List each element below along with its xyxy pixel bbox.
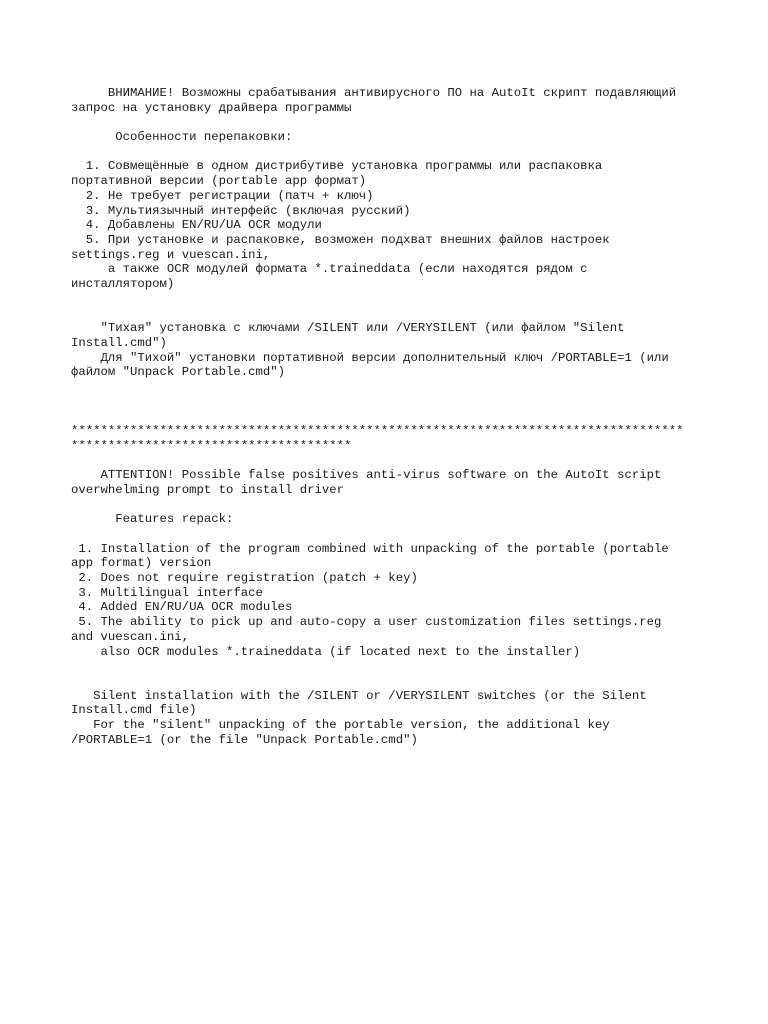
blank-line [71, 145, 721, 160]
text-line: портативной версии (portable app формат) [71, 174, 367, 189]
blank-line [71, 674, 721, 689]
text-line: Особенности перепаковки: [71, 130, 293, 145]
text-line: overwhelming prompt to install driver [71, 482, 345, 497]
blank-line [71, 292, 721, 307]
blank-line [71, 380, 721, 395]
blank-line [71, 115, 721, 130]
blank-line [71, 409, 721, 424]
text-line: Features repack: [71, 512, 234, 527]
blank-line [71, 395, 721, 410]
text-line: ************************************** [71, 438, 352, 453]
text-line: ATTENTION! Possible false positives anti-virus software on the AutoIt script [71, 468, 662, 483]
text-line: *********************************************************************************** [71, 424, 684, 439]
text-line: and vuescan.ini, [71, 629, 190, 644]
text-line: 4. Добавлены EN/RU/UA OCR модули [71, 218, 322, 233]
blank-line [71, 527, 721, 542]
text-line: 3. Мультиязычный интерфейс (включая русский) [71, 203, 411, 218]
text-line: settings.reg и vuescan.ini, [71, 247, 271, 262]
text-line: Install.cmd") [71, 335, 167, 350]
blank-line [71, 498, 721, 513]
blank-line [71, 659, 721, 674]
text-line: Silent installation with the /SILENT or /VERYSILENT switches (or the Silent [71, 688, 647, 703]
text-line: запрос на установку драйвера программы [71, 100, 352, 115]
text-line: app format) version [71, 556, 212, 571]
text-line: 2. Не требует регистрации (патч + ключ) [71, 188, 374, 203]
text-line: инсталлятором) [71, 277, 175, 292]
text-line: 3. Multilingual interface [71, 585, 263, 600]
text-line: ВНИМАНИЕ! Возможны срабатывания антивирусного ПО на AutoIt скрипт подавляющий [71, 86, 677, 100]
text-line: Для "Тихой" установки портативной версии дополнительный ключ /PORTABLE=1 (или [71, 350, 669, 365]
text-line: 5. При установке и распаковке, возможен подхват внешних файлов настроек [71, 233, 610, 247]
text-line: 2. Does not require registration (patch + key) [71, 571, 418, 586]
text-line: /PORTABLE=1 (or the file "Unpack Portable.cmd") [71, 732, 418, 747]
text-line: 4. Added EN/RU/UA OCR modules [71, 600, 293, 615]
document-text [71, 86, 721, 747]
text-line: 1. Installation of the program combined with unpacking of the portable (portable [71, 541, 669, 556]
text-line: For the "silent" unpacking of the portable version, the additional key [71, 718, 610, 733]
text-line: файлом "Unpack Portable.cmd") [71, 365, 286, 380]
text-line: "Тихая" установка с ключами /SILENT или /VERYSILENT (или файлом "Silent [71, 321, 625, 336]
text-line: 5. The ability to pick up and auto-copy a user customization files settings.reg [71, 615, 662, 630]
text-line: Install.cmd file) [71, 703, 197, 718]
blank-line [71, 453, 721, 468]
text-line: also OCR modules *.traineddata (if located next to the installer) [71, 644, 581, 659]
text-line: а также OCR модулей формата *.traineddata (если находятся рядом с [71, 262, 588, 277]
text-line: 1. Совмещённые в одном дистрибутиве установка программы или распаковка [71, 159, 603, 174]
blank-line [71, 307, 721, 322]
